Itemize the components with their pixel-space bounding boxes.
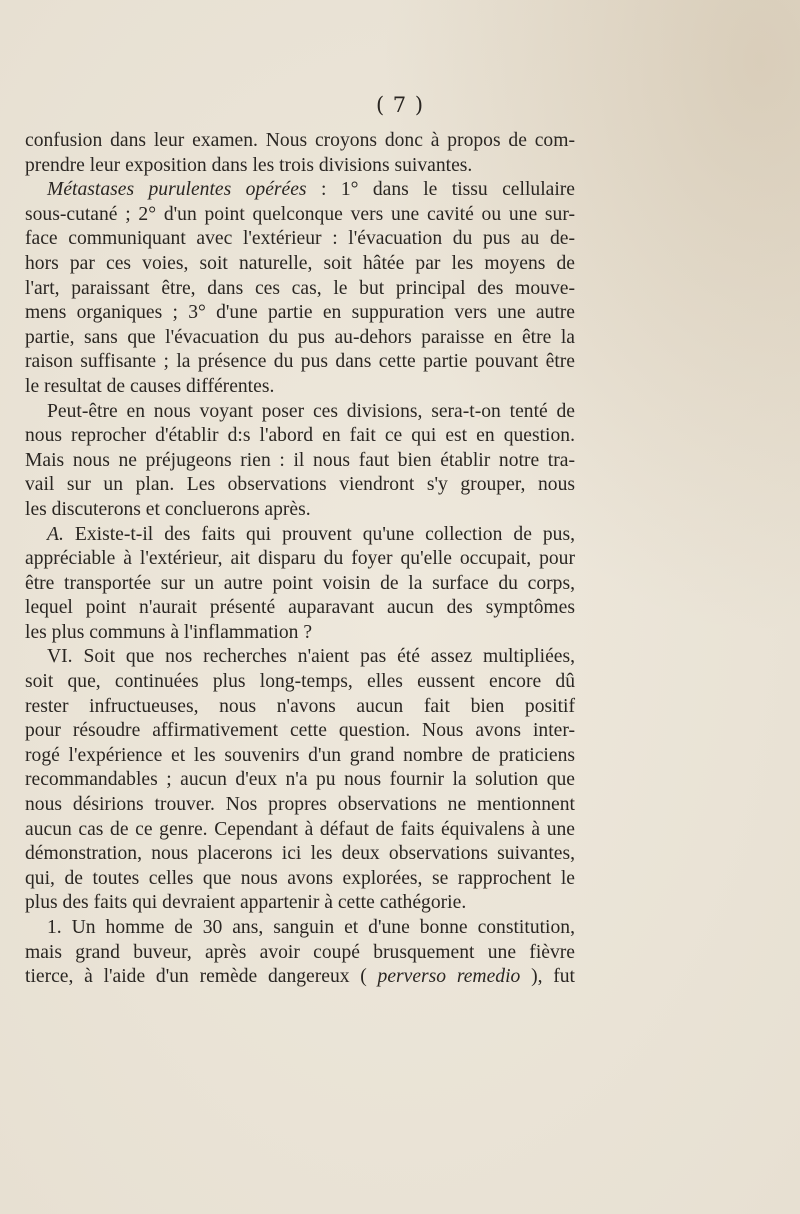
- text-line: confusion dans leur examen. Nous croyons donc à propos de com-: [25, 130, 575, 151]
- question-letter: A.: [47, 523, 64, 545]
- text-line: le resultat de causes différentes.: [25, 375, 275, 397]
- latin-phrase: perverso remedio: [377, 966, 521, 988]
- page-number: ( 7 ): [375, 93, 425, 117]
- text-line: partie, sans que l'évacuation du pus au-dehors paraisse en être la: [25, 326, 575, 348]
- text-line: hors par ces voies, soit naturelle, soit hâtée par les moyens de: [25, 252, 575, 274]
- text-line: tierce, à l'aide d'un remède dangereux ( perverso remedio ), fut: [25, 966, 575, 988]
- text-line: démonstration, nous placerons ici les deux observations suivantes,: [25, 843, 575, 865]
- text-line: mens organiques ; 3° d'une partie en suppuration vers une autre: [25, 302, 575, 324]
- text-line: qui, de toutes celles que nous avons explorées, se rapprochent le: [25, 867, 575, 889]
- text-line: rester infructueuses, nous n'avons aucun fait bien positif: [25, 695, 575, 717]
- text-line: recommandables ; aucun d'eux n'a pu nous fournir la solution que: [25, 769, 575, 791]
- text-line: aucun cas de ce genre. Cependant à défaut de faits équivalens à une: [25, 818, 575, 840]
- text-line: pour résoudre affirmativement cette question. Nous avons inter-: [25, 720, 575, 742]
- text-line: vail sur un plan. Les observations viendront s'y grouper, nous: [25, 474, 575, 496]
- text-line: Peut-être en nous voyant poser ces divisions, sera-t-on tenté de: [47, 400, 575, 422]
- text-line: les plus communs à l'inflammation ?: [25, 621, 313, 643]
- text-line: 1. Un homme de 30 ans, sanguin et d'une bonne constitution,: [47, 917, 575, 938]
- text-line: prendre leur exposition dans les trois divisions suivantes.: [25, 154, 473, 176]
- text-line: raison suffisante ; la présence du pus dans cette partie pouvant être: [25, 351, 575, 373]
- text-line: soit que, continuées plus long-temps, elles eussent encore dû: [25, 671, 575, 693]
- section-heading-italic: Métastases purulentes opérées: [47, 179, 307, 201]
- text-line: Métastases purulentes opérées : 1° dans le tissu cellulaire: [47, 179, 575, 201]
- text-line: lequel point n'aurait présenté auparavant aucun des symptômes: [25, 597, 575, 619]
- text-line: mais grand buveur, après avoir coupé brusquement une fièvre: [25, 941, 575, 963]
- text-line: A. Existe-t-il des faits qui prouvent qu'une collection de pus,: [47, 523, 575, 545]
- text-line: nous désirions trouver. Nos propres observations ne mentionnent: [25, 794, 575, 816]
- text-line: plus des faits qui devraient appartenir à cette cathégorie.: [25, 892, 467, 914]
- text-line: Mais nous ne préjugeons rien : il nous faut bien établir notre tra-: [25, 449, 575, 471]
- text-line: nous reprocher d'établir d:s l'abord en fait ce qui est en question.: [25, 425, 575, 447]
- body-text: [25, 129, 575, 990]
- text-line: VI. Soit que nos recherches n'aient pas été assez multipliées,: [47, 646, 575, 668]
- text-line: rogé l'expérience et les souvenirs d'un grand nombre de praticiens: [25, 744, 575, 766]
- text-line: face communiquant avec l'extérieur : l'évacuation du pus au de-: [25, 228, 575, 250]
- text-line: sous-cutané ; 2° d'un point quelconque vers une cavité ou une sur-: [25, 203, 575, 225]
- text-line: les discuterons et concluerons après.: [25, 498, 311, 520]
- text-line: être transportée sur un autre point voisin de la surface du corps,: [25, 572, 575, 594]
- text-line: l'art, paraissant être, dans ces cas, le but principal des mouve-: [25, 277, 575, 299]
- text-line: appréciable à l'extérieur, ait disparu du foyer qu'elle occupait, pour: [25, 548, 575, 570]
